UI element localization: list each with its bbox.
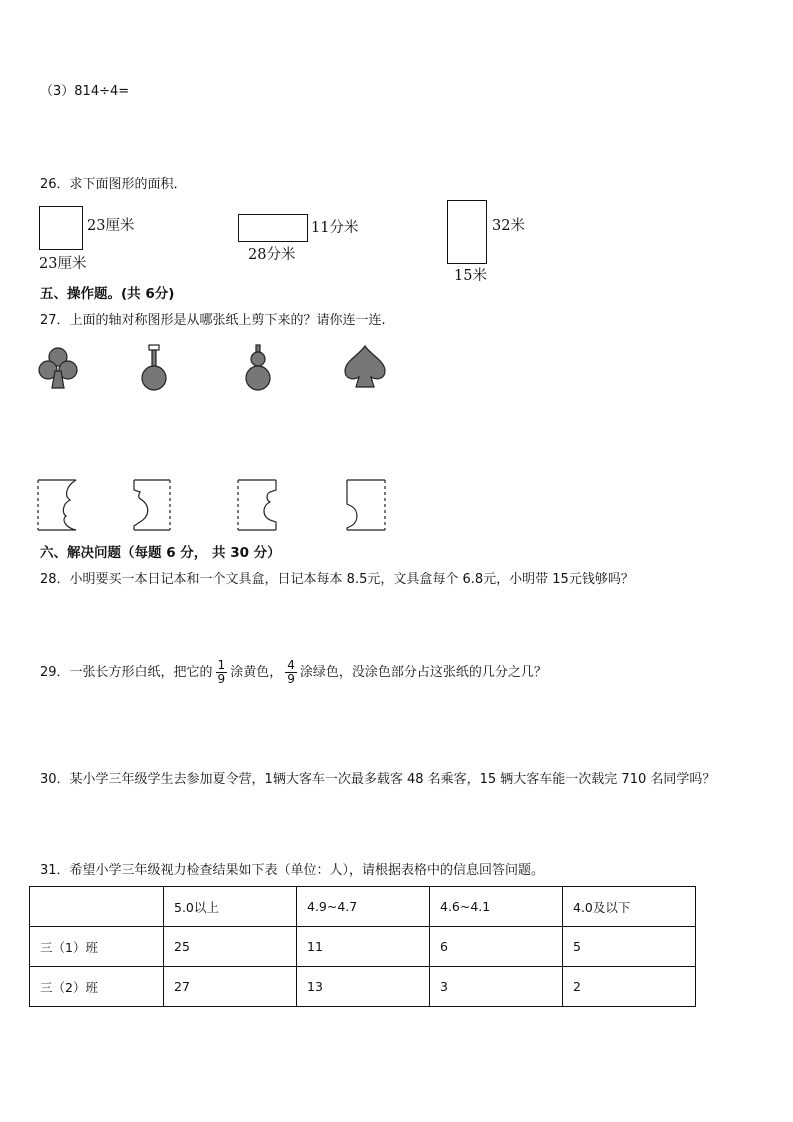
q28-text: 28．小明要买一本日记本和一个文具盒，日记本每本 8.5元，文具盒每个 6.8元，小明带 15元钱够吗？: [40, 572, 634, 587]
q29-fraction-1-numerator: 1: [217, 658, 226, 672]
tall-rectangle-figure: [447, 200, 487, 264]
q29-prefix: 29．一张长方形白纸，把它的: [40, 665, 213, 681]
table-cell: 25: [164, 927, 297, 967]
q29-fraction-2: [285, 659, 297, 686]
q29-fraction-2-denominator: 9: [287, 672, 295, 687]
table-header-cell: 4.0及以下: [563, 887, 696, 927]
paper-cut-3: [236, 478, 282, 534]
vision-table: [29, 886, 696, 1007]
tall-rectangle-side-label: 32米: [492, 218, 525, 234]
section5-title: 五、操作题。(共 6分): [40, 286, 175, 302]
q27-prompt: 27．上面的轴对称图形是从哪张纸上剪下来的？请你连一连.: [40, 313, 386, 328]
table-cell: 13: [297, 967, 430, 1007]
table-row: [30, 967, 696, 1007]
table-cell: 2: [563, 967, 696, 1007]
table-header-cell: 4.6~4.1: [430, 887, 563, 927]
wide-rectangle-side-label: 11分米: [311, 220, 359, 236]
gourd-icon: [240, 343, 276, 393]
table-cell: 5: [563, 927, 696, 967]
q29-fraction-1-denominator: 9: [217, 672, 226, 687]
wide-rectangle-bottom-label: 28分米: [248, 247, 296, 263]
q25-part3: （3）814÷4=: [40, 84, 130, 99]
table-header-cell: [30, 887, 164, 927]
wide-rectangle-figure: [238, 214, 308, 242]
table-cell: 27: [164, 967, 297, 1007]
table-cell: 三（1）班: [30, 927, 164, 967]
square-figure: [39, 206, 83, 250]
q29-fraction-1: [216, 659, 228, 686]
q29-suffix: 涂绿色，没涂色部分占这张纸的几分之几？: [299, 665, 547, 681]
bulb-icon: [138, 343, 174, 393]
table-header-cell: 4.9~4.7: [297, 887, 430, 927]
table-cell: 三（2）班: [30, 967, 164, 1007]
square-bottom-label: 23厘米: [39, 256, 87, 272]
q30-text: 30．某小学三年级学生去参加夏令营，1辆大客车一次最多载客 48 名乘客，15 辆大客车能一次载完 710 名同学吗？: [40, 772, 716, 787]
q29-fraction-2-numerator: 4: [287, 658, 295, 672]
q29-middle: 涂黄色，: [230, 665, 283, 681]
table-cell: 3: [430, 967, 563, 1007]
tall-rectangle-bottom-label: 15米: [454, 268, 487, 284]
q26-prompt: 26．求下面图形的面积．: [40, 177, 187, 192]
club-icon: [35, 345, 81, 391]
paper-cut-2: [130, 478, 176, 534]
spade-icon: [341, 343, 389, 391]
q31-prompt: 31．希望小学三年级视力检查结果如下表（单位：人），请根据表格中的信息回答问题。: [40, 863, 545, 878]
q29-text: [40, 659, 547, 686]
table-row: [30, 927, 696, 967]
section6-title: 六、解决问题（每题 6 分， 共 30 分）: [40, 545, 281, 561]
table-header-row: [30, 887, 696, 927]
table-header-cell: 5.0以上: [164, 887, 297, 927]
table-cell: 6: [430, 927, 563, 967]
paper-cut-4: [343, 478, 389, 534]
paper-cut-1: [36, 478, 82, 534]
square-side-label: 23厘米: [87, 218, 135, 234]
table-cell: 11: [297, 927, 430, 967]
